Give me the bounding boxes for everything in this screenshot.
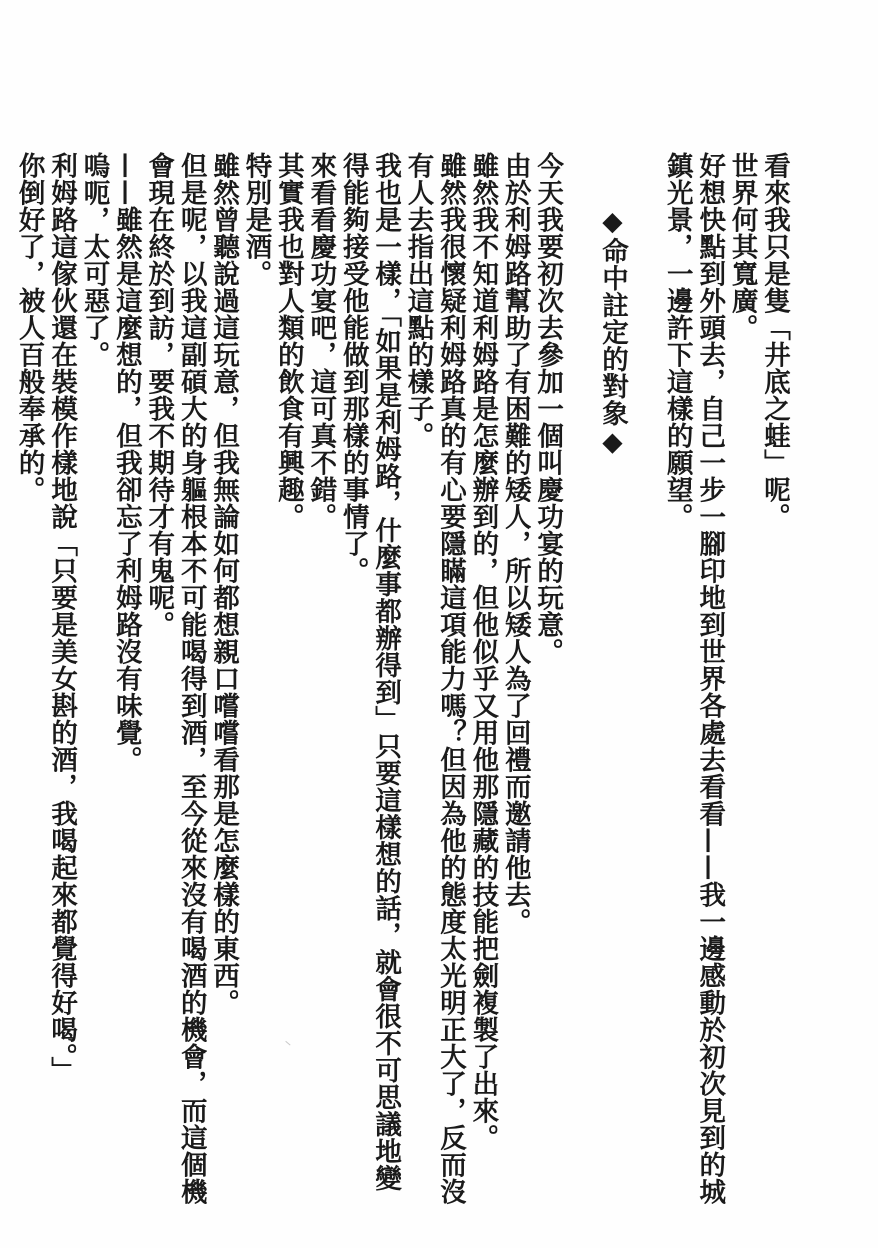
text-line: 我也是一樣，「如果是利姆路，什麼事都辦得到」只要這樣想的話，就會很不可思議地變 [370, 152, 402, 1192]
section-heading: ◆命中註定的對象◆ [596, 206, 628, 458]
text-line: ——雖然是這麼想的，但我卻忘了利姆路沒有味覺。 [110, 152, 142, 773]
text-line: 看來我只是隻「井底之蛙」呢。 [759, 152, 790, 530]
text-line: 雖然我很懷疑利姆路真的有心要隱瞞這項能力嗎？但因為他的態度太光明正大了，反而沒 [434, 152, 466, 1205]
text-line: 鎮光景，一邊許下這樣的願望。 [661, 152, 693, 530]
text-line: 特別是酒。 [240, 152, 272, 287]
text-line: 今天我要初次去參加一個叫慶功宴的玩意。 [532, 152, 564, 665]
blank-line [628, 152, 660, 1172]
text-line: 你倒好了，被人百般奉承的。 [13, 152, 45, 503]
text-line: 其實我也對人類的飲食有興趣。 [272, 152, 304, 530]
text-line: 但是呢，以我這副碩大的身軀根本不可能喝得到酒，至今從來沒有喝酒的機會，而這個機 [175, 152, 207, 1205]
text-line: 利姆路這傢伙還在裝模作樣地說「只要是美女斟的酒，我喝起來都覺得好喝。」 [46, 152, 78, 1084]
text-line: 來看看慶功宴吧，這可真不錯。 [305, 152, 337, 530]
text-line: 有人去指出這點的樣子。 [402, 152, 434, 449]
body-text [12, 152, 790, 1205]
text-line: 得能夠接受他能做到那樣的事情了。 [337, 152, 369, 584]
text-line: 世界何其寬廣。 [726, 152, 758, 341]
blank-line [563, 152, 595, 1172]
text-line: 會現在終於到訪，要我不期待才有鬼呢。 [143, 152, 175, 638]
text-line: 由於利姆路幫助了有困難的矮人，所以矮人為了回禮而邀請他去。 [499, 152, 531, 935]
text-line: 嗚呃，太可惡了。 [78, 152, 110, 368]
text-line: 好想快點到外頭去，自己一步一腳印地到世界各處去看看——我一邊感動於初次見到的城 [694, 152, 726, 1205]
text-line: 雖然我不知道利姆路是怎麼辦到的，但他似乎又用他那隱藏的技能把劍複製了出來。 [467, 152, 499, 1151]
text-line: 雖然曾聽說過這玩意，但我無論如何都想親口嚐嚐看那是怎麼樣的東西。 [208, 152, 240, 1016]
